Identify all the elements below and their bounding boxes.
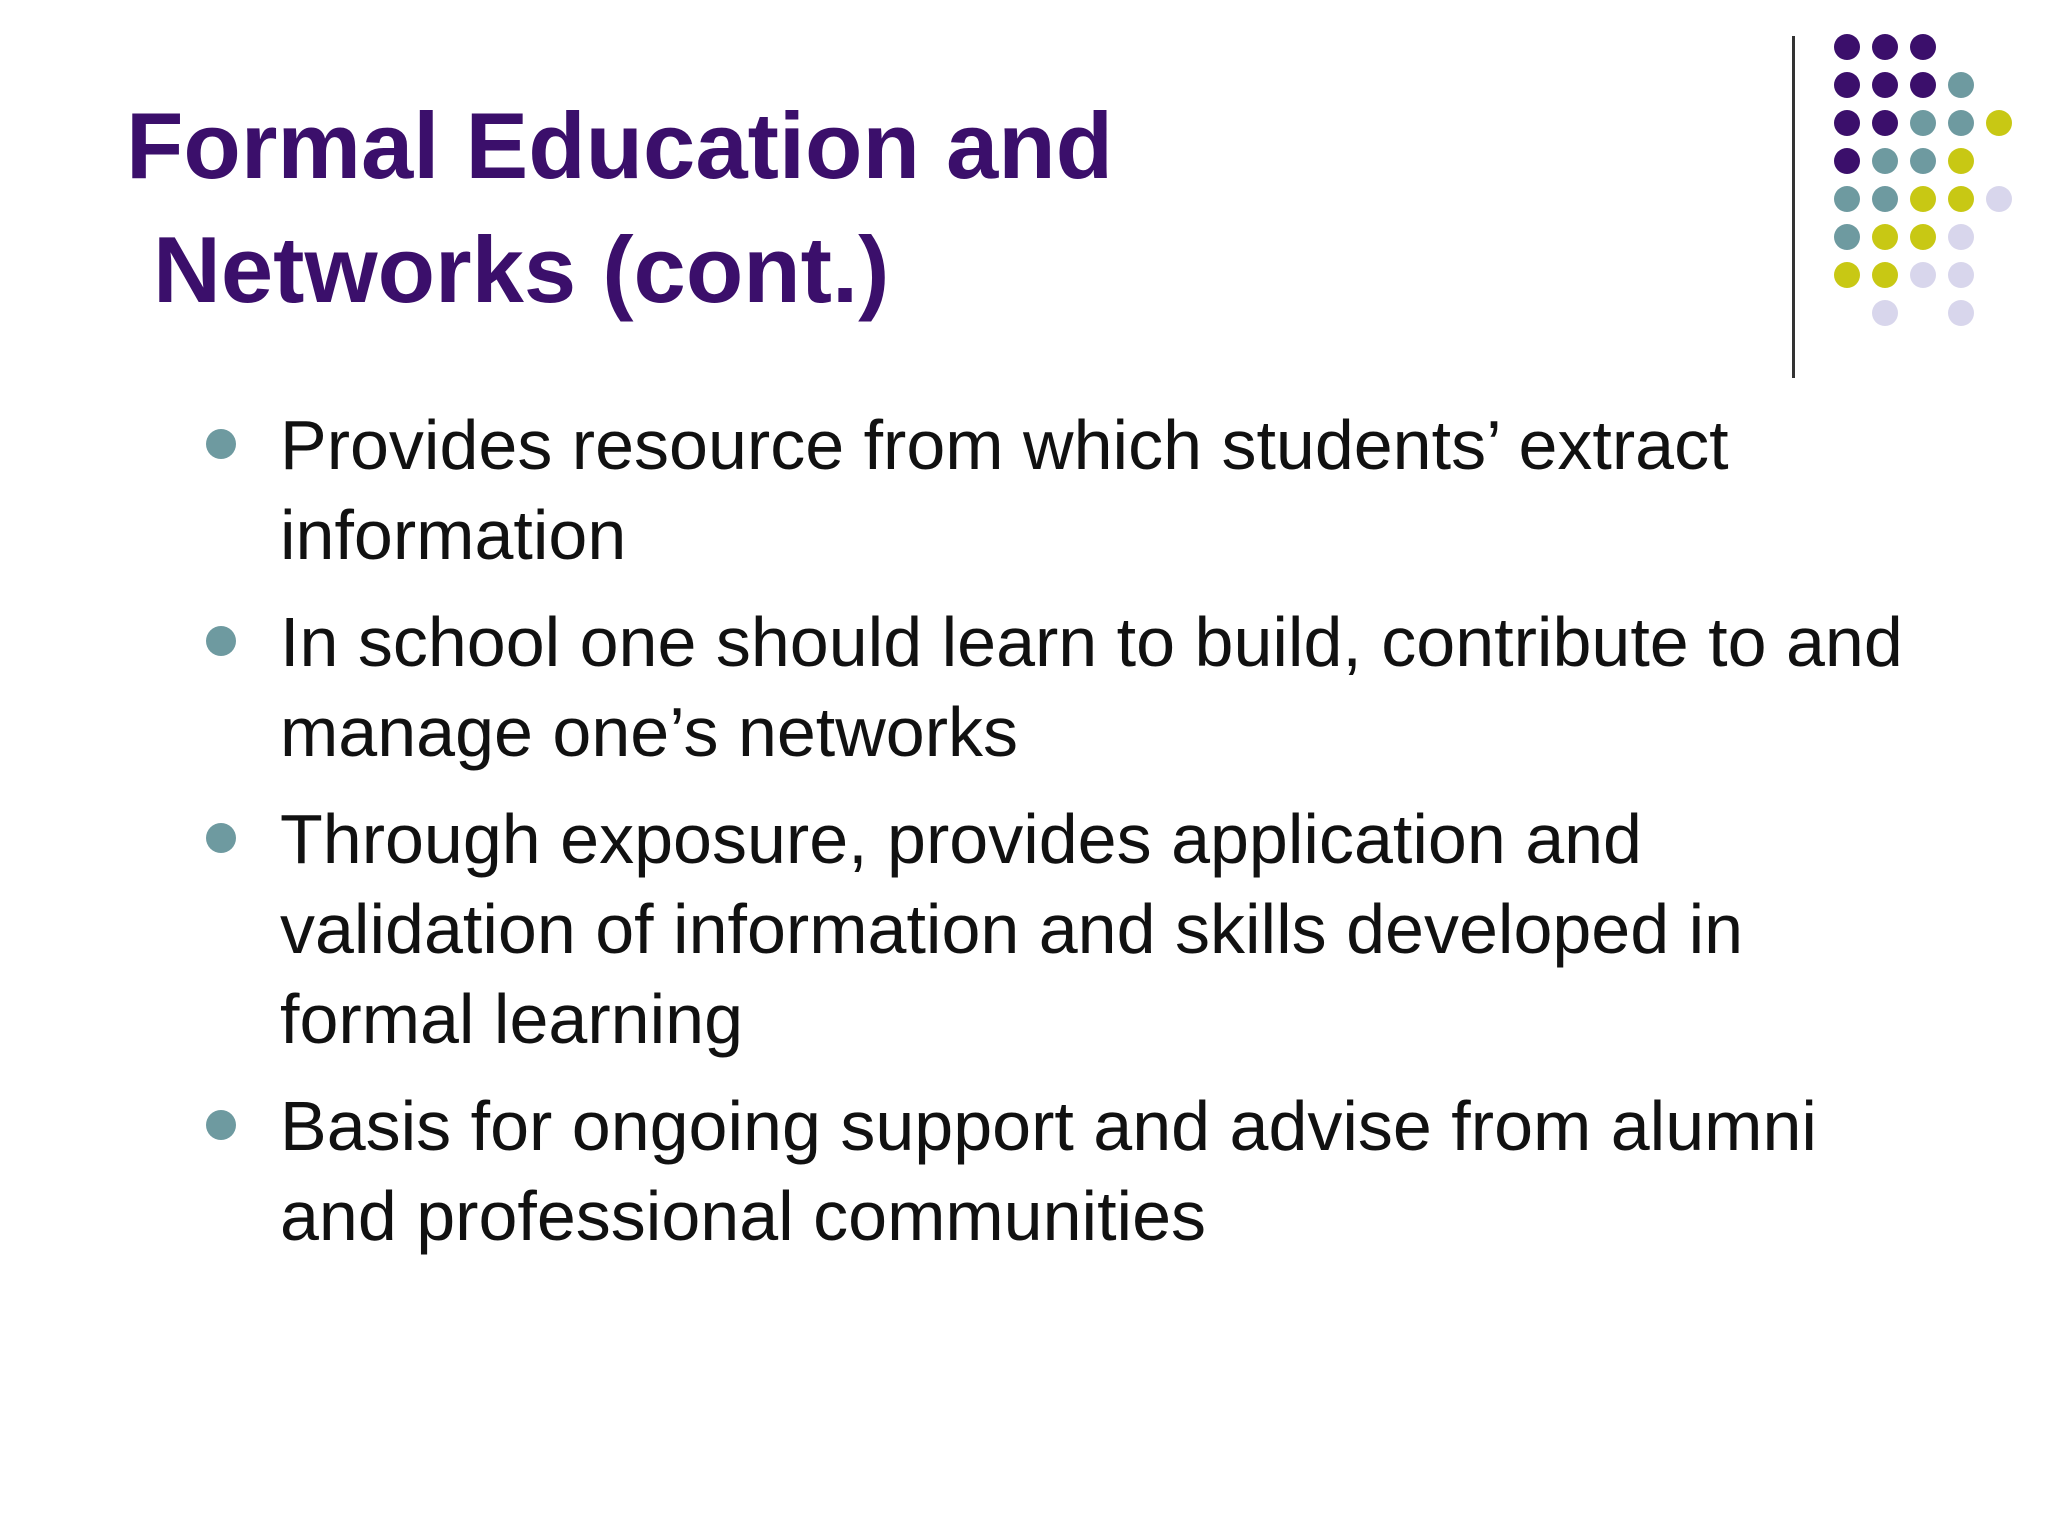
decor-dot (1948, 300, 1974, 326)
bullet-item (200, 794, 1920, 1064)
decor-dot (1910, 262, 1936, 288)
decor-dot (1872, 300, 1898, 326)
vertical-divider (1792, 36, 1795, 378)
decor-dot (1834, 186, 1860, 212)
title-line-1: Formal Education and (126, 93, 1114, 198)
decor-dot (1872, 110, 1898, 136)
decor-dot (1948, 72, 1974, 98)
bullet-text: Provides resource from which students’ extract information (280, 406, 1729, 574)
bullet-item (200, 400, 1920, 580)
decor-dot (1872, 186, 1898, 212)
decor-dot (1910, 110, 1936, 136)
decor-dot (1948, 110, 1974, 136)
decor-dot (1910, 186, 1936, 212)
decor-dot (1872, 148, 1898, 174)
slide-title (126, 84, 1113, 332)
decor-dot (1872, 262, 1898, 288)
decor-dot (1834, 262, 1860, 288)
bullet-text: Through exposure, provides application and validation of information and skills developed in formal learning (280, 800, 1744, 1058)
bullet-list (200, 400, 1920, 1278)
decor-dot (1986, 110, 2012, 136)
decor-dot (1834, 34, 1860, 60)
decor-dot (1910, 72, 1936, 98)
decor-dot (1910, 224, 1936, 250)
decor-dot (1948, 224, 1974, 250)
decor-dot (1872, 34, 1898, 60)
decor-dot (1834, 110, 1860, 136)
decor-dot (1986, 186, 2012, 212)
bullet-text: Basis for ongoing support and advise from alumni and professional communities (280, 1087, 1817, 1255)
decor-dot (1910, 148, 1936, 174)
decor-dot (1948, 148, 1974, 174)
decor-dot (1834, 72, 1860, 98)
dot-grid-graphic (1830, 30, 2030, 340)
decorative-dot-grid (1830, 30, 2030, 340)
decor-dot (1948, 262, 1974, 288)
bullet-item (200, 597, 1920, 777)
bullet-point-icon (206, 1110, 236, 1140)
title-line-2: Networks (cont.) (153, 217, 890, 322)
decor-dot (1910, 34, 1936, 60)
decor-dot (1834, 148, 1860, 174)
decor-dot (1948, 186, 1974, 212)
bullet-point-icon (206, 626, 236, 656)
decor-dot (1834, 224, 1860, 250)
bullet-point-icon (206, 429, 236, 459)
bullet-point-icon (206, 823, 236, 853)
bullet-text: In school one should learn to build, contribute to and manage one’s networks (280, 603, 1903, 771)
decor-dot (1872, 72, 1898, 98)
decor-dot (1872, 224, 1898, 250)
bullet-item (200, 1081, 1920, 1261)
